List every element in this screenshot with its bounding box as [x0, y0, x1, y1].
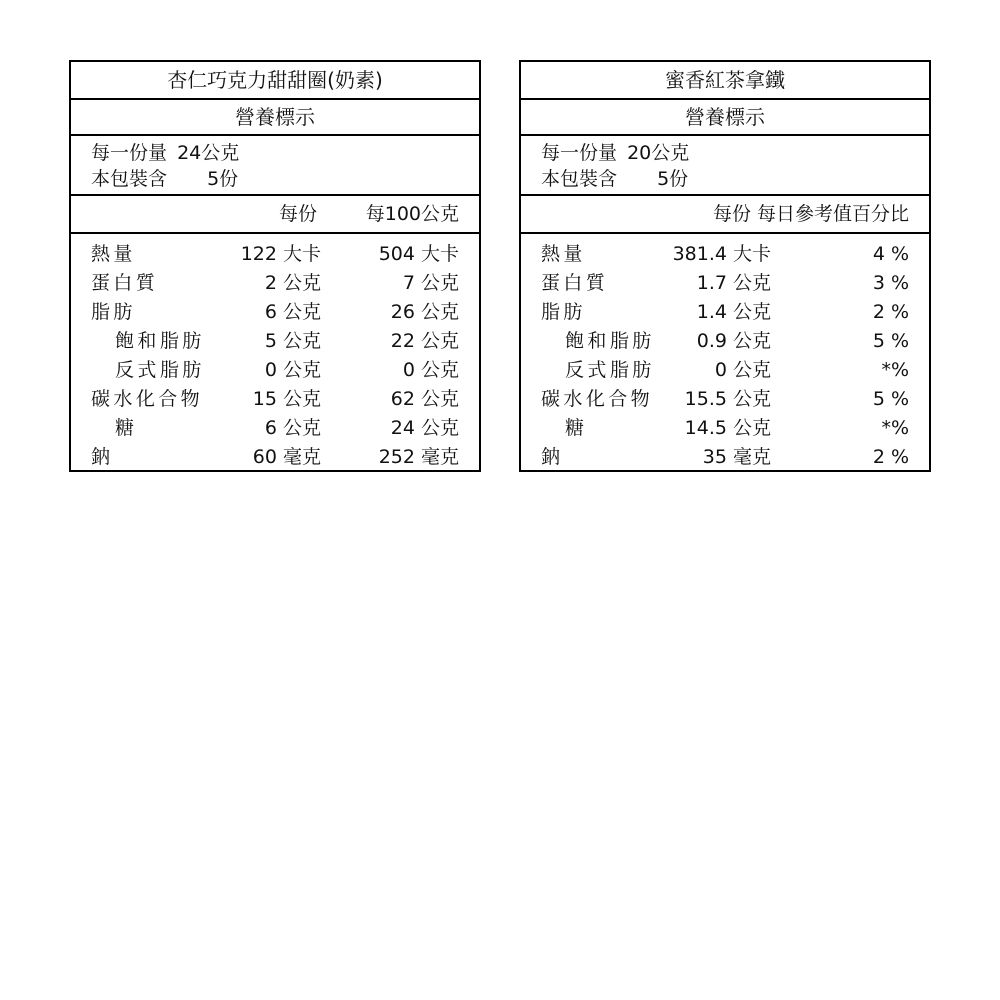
nutrient-row: [71, 385, 479, 414]
serving-size-line: [541, 140, 929, 166]
nutrient-per-100g-value: 26 公克: [390, 301, 459, 323]
nutrient-per-serving-value: 15 公克: [252, 388, 321, 410]
product-title: 杏仁巧克力甜甜圈(奶素): [71, 62, 479, 100]
nutrient-name: 蛋白質: [541, 272, 609, 294]
nutrient-per-serving-value: 6 公克: [264, 301, 321, 323]
nutrient-name: 熱量: [541, 243, 586, 265]
nutrient-per-serving-value: 2 公克: [264, 272, 321, 294]
nutrition-label-honey-black-tea-latte: [519, 60, 931, 472]
nutrient-name: 脂肪: [91, 301, 136, 323]
servings-per-package-line: [541, 166, 929, 192]
nutrient-per-serving-value: 1.7 公克: [696, 272, 771, 294]
nutrient-name: 蛋白質: [91, 272, 159, 294]
nutrient-name: 反式脂肪: [115, 359, 205, 381]
nutrient-row: [71, 356, 479, 385]
nutrient-row: [71, 269, 479, 298]
nutrient-per-serving-value: 14.5 公克: [684, 417, 771, 439]
nutrient-row: [521, 240, 929, 269]
nutrient-row: [521, 385, 929, 414]
column-header-per-serving: 每份: [278, 203, 317, 225]
nutrient-per-100g-value: 22 公克: [390, 330, 459, 352]
nutrient-name: 碳水化合物: [541, 388, 654, 410]
nutrient-name: 碳水化合物: [91, 388, 204, 410]
nutrient-per-serving-value: 0 公克: [264, 359, 321, 381]
nutrient-daily-value-percent: 3 %: [872, 272, 909, 294]
nutrient-name: 糖: [115, 417, 138, 439]
serving-info: [71, 136, 479, 196]
nutrient-per-serving-value: 1.4 公克: [696, 301, 771, 323]
nutrient-name: 飽和脂肪: [565, 330, 655, 352]
nutrient-name: 糖: [565, 417, 588, 439]
nutrition-facts-heading: 營養標示: [71, 100, 479, 136]
column-header-row: [71, 196, 479, 234]
nutrient-per-serving-value: 0 公克: [714, 359, 771, 381]
column-header-daily-value-percent: 每日參考值百分比: [756, 203, 909, 225]
nutrient-row: [71, 443, 479, 472]
nutrient-name: 鈉: [91, 446, 114, 468]
nutrient-per-100g-value: 252 毫克: [378, 446, 459, 468]
serving-size-value: 20公克: [627, 142, 690, 164]
servings-value: 5份: [207, 168, 239, 190]
nutrient-daily-value-percent: *%: [881, 359, 909, 381]
nutrient-rows: [521, 234, 929, 472]
serving-size-label: 每一份量: [91, 142, 168, 164]
serving-size-line: [91, 140, 479, 166]
nutrient-row: [521, 298, 929, 327]
nutrient-per-100g-value: 7 公克: [402, 272, 459, 294]
nutrient-per-serving-value: 6 公克: [264, 417, 321, 439]
nutrient-row: [521, 414, 929, 443]
servings-value: 5份: [657, 168, 689, 190]
nutrient-row: [521, 269, 929, 298]
nutrient-daily-value-percent: 5 %: [872, 388, 909, 410]
nutrient-per-100g-value: 24 公克: [390, 417, 459, 439]
nutrition-label-almond-chocolate-donut: [69, 60, 481, 472]
servings-label: 本包裝含: [91, 168, 168, 190]
servings-per-package-line: [91, 166, 479, 192]
nutrient-daily-value-percent: 4 %: [872, 243, 909, 265]
nutrient-row: [71, 298, 479, 327]
nutrient-name: 反式脂肪: [565, 359, 655, 381]
nutrient-row: [521, 443, 929, 472]
nutrient-per-serving-value: 35 毫克: [702, 446, 771, 468]
nutrition-facts-heading: 營養標示: [521, 100, 929, 136]
nutrient-name: 飽和脂肪: [115, 330, 205, 352]
nutrient-daily-value-percent: 2 %: [872, 301, 909, 323]
serving-size-value: 24公克: [177, 142, 240, 164]
nutrient-name: 脂肪: [541, 301, 586, 323]
nutrient-name: 鈉: [541, 446, 564, 468]
serving-size-label: 每一份量: [541, 142, 618, 164]
product-title: 蜜香紅茶拿鐵: [521, 62, 929, 100]
nutrient-per-serving-value: 60 毫克: [252, 446, 321, 468]
nutrient-per-serving-value: 0.9 公克: [696, 330, 771, 352]
nutrient-per-100g-value: 504 大卡: [378, 243, 459, 265]
column-header-row: [521, 196, 929, 234]
nutrient-name: 熱量: [91, 243, 136, 265]
servings-label: 本包裝含: [541, 168, 618, 190]
nutrient-row: [71, 414, 479, 443]
nutrient-daily-value-percent: *%: [881, 417, 909, 439]
column-header-per-100g: 每100公克: [365, 203, 459, 225]
nutrient-row: [521, 327, 929, 356]
nutrient-per-serving-value: 15.5 公克: [684, 388, 771, 410]
nutrient-daily-value-percent: 5 %: [872, 330, 909, 352]
nutrient-per-serving-value: 5 公克: [264, 330, 321, 352]
nutrient-per-100g-value: 62 公克: [390, 388, 459, 410]
nutrient-per-serving-value: 381.4 大卡: [672, 243, 771, 265]
nutrient-daily-value-percent: 2 %: [872, 446, 909, 468]
column-header-per-serving: 每份: [712, 203, 751, 225]
nutrient-per-serving-value: 122 大卡: [240, 243, 321, 265]
nutrient-row: [521, 356, 929, 385]
serving-info: [521, 136, 929, 196]
nutrient-row: [71, 240, 479, 269]
nutrient-row: [71, 327, 479, 356]
nutrient-per-100g-value: 0 公克: [402, 359, 459, 381]
nutrient-rows: [71, 234, 479, 472]
